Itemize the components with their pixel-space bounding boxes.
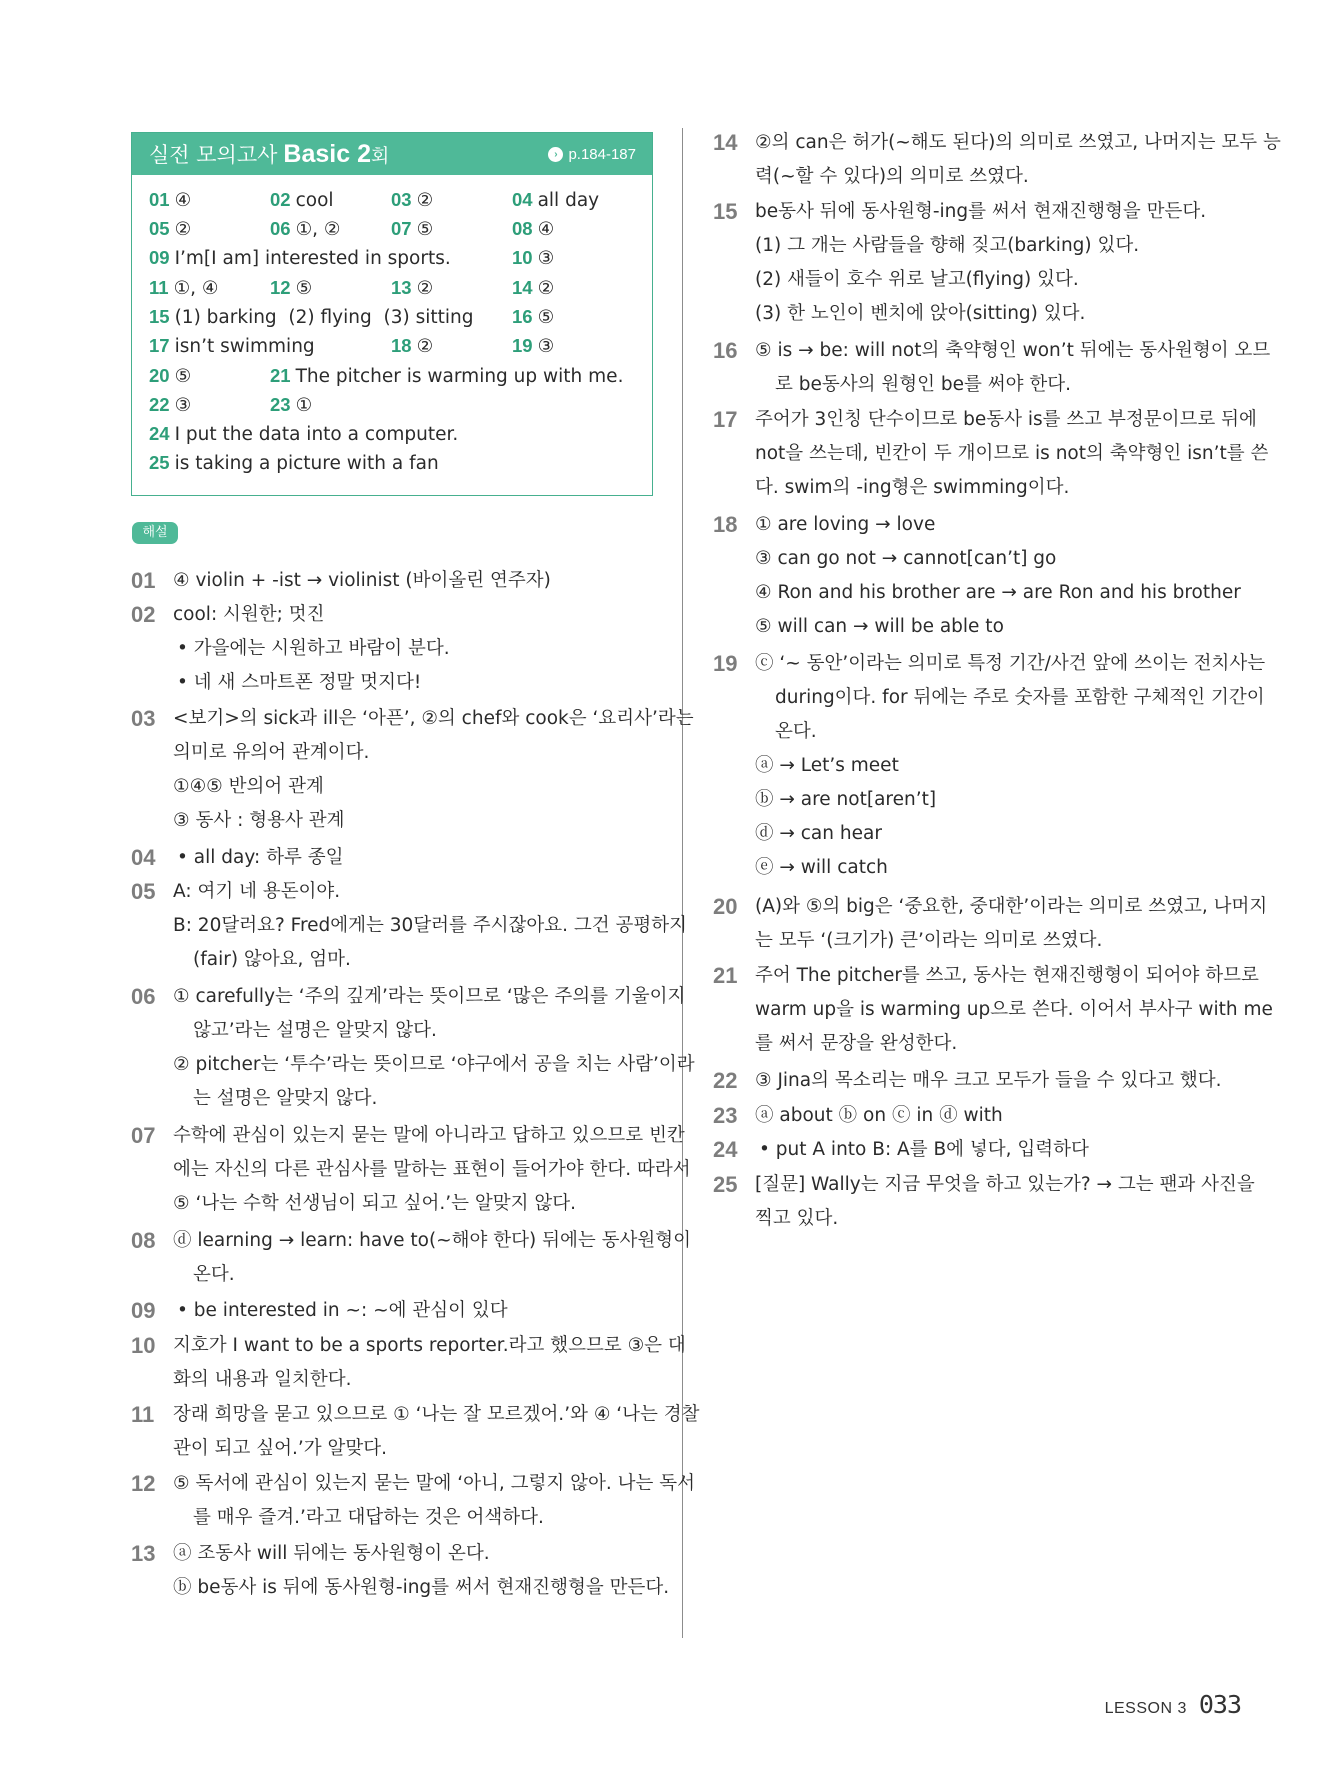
answer-item: 19 ③ [512,335,555,357]
page-number: 033 [1198,1690,1241,1719]
answer-item: 20 ⑤ [149,365,192,387]
explanation-11: 11 장래 희망을 묻고 있으므로 ① ‘나는 잘 모르겠어.’와 ④ ‘나는 경찰 관이 되고 싶어.’가 알맞다. [131,1402,700,1459]
title-prefix: 실전 모의고사 [149,143,278,167]
answer-item: 02 cool [270,189,334,211]
explanation-25: 25 [질문] Wally는 지금 무엇을 하고 있는가? → 그는 팬과 사진을 찍고 있다. [713,1172,1255,1229]
explanation-02: 02 cool: 시원한; 멋진 • 가을에는 시원하고 바람이 분다. • 네 새 스마트폰 정말 멋지다! [131,602,450,693]
explanation-21: 21 주어 The pitcher를 쓰고, 동사는 현재진행형이 되어야 하므로 warm up을 is warming up으로 쓴다. 이어서 부사구 with me 를 써서 문장을 완성한다. [713,963,1273,1054]
explanation-01: 01 ④ violin + -ist → violinist (바이올린 연주자) [131,568,551,593]
explanation-09: 09 • be interested in ~: ~에 관심이 있다 [131,1298,508,1323]
answer-item: 17 isn’t swimming [149,335,315,357]
explanation-15: 15 be동사 뒤에 동사원형-ing를 써서 현재진행형을 만든다. (1) 그 개는 사람들을 향해 짖고(barking) 있다. (2) 새들이 호수 위로 날고(flying) 있다. (3) 한 노인이 벤치에 앉아(sitting) 있다. [713,199,1207,324]
answer-key-header [132,133,652,175]
explanation-tag: 해설 [132,522,178,544]
explanation-22: 22 ③ Jina의 목소리는 매우 크고 모두가 들을 수 있다고 했다. [713,1068,1222,1093]
answer-item: 10 ③ [512,247,555,269]
explanation-18: 18 ① are loving → love ③ can go not → cannot[can’t] go ④ Ron and his brother are → are Ron and his brother ⑤ will can → will be able to [713,512,1241,637]
answer-item: 21 The pitcher is warming up with me. [270,365,624,387]
answer-item: 24 I put the data into a computer. [149,423,459,445]
explanation-24: 24 • put A into B: A를 B에 넣다, 입력하다 [713,1137,1089,1162]
page-reference-text: p.184-187 [568,145,636,163]
explanation-04: 04 • all day: 하루 종일 [131,845,344,870]
answer-key-title [149,139,389,169]
explanation-07: 07 수학에 관심이 있는지 묻는 말에 아니라고 답하고 있으므로 빈칸 에는 자신의 다른 관심사를 말하는 표현이 들어가야 한다. 따라서 ⑤ ‘나는 수학 선생님이 되고 싶어.’는 알맞지 않다. [131,1123,691,1214]
title-suffix: 회 [370,145,390,167]
explanation-16: 16 ⑤ is → be: will not의 축약형인 won’t 뒤에는 동사원형이 오므 로 be동사의 원형인 be를 써야 한다. [713,338,1271,395]
answer-item: 01 ④ [149,189,192,211]
answer-item: 14 ② [512,277,555,299]
answer-item: 12 ⑤ [270,277,313,299]
answer-item: 03 ② [391,189,434,211]
explanation-14: 14 ②의 can은 허가(~해도 된다)의 의미로 쓰였고, 나머지는 모두 능 력(~할 수 있다)의 의미로 쓰였다. [713,130,1281,187]
answer-item: 05 ② [149,218,192,240]
lesson-label: LESSON 3 [1104,1700,1187,1717]
answer-grid [132,175,652,495]
page-reference [548,146,636,163]
explanation-05: 05 A: 여기 네 용돈이야. B: 20달러요? Fred에게는 30달러를 주시잖아요. 그건 공평하지 (fair) 않아요, 엄마. [131,879,688,970]
explanation-06: 06 ① carefully는 ‘주의 깊게’라는 뜻이므로 ‘많은 주의를 기울이지 않고’라는 설명은 알맞지 않다. ② pitcher는 ‘투수’라는 뜻이므로 ‘야구에서 공을 치는 사람’이라 는 설명은 알맞지 않다. [131,984,695,1109]
answer-item: 25 is taking a picture with a fan [149,452,439,474]
explanation-19: 19 ⓒ ‘~ 동안’이라는 의미로 특정 기간/사건 앞에 쓰이는 전치사는 during이다. for 뒤에는 주로 숫자를 포함한 구체적인 기간이 온다. ⓐ → Let’s meet ⓑ → are not[aren’t] ⓓ → can hear ⓔ → will catch [713,651,1266,878]
explanation-20: 20 (A)와 ⑤의 big은 ‘중요한, 중대한’이라는 의미로 쓰였고, 나머지 는 모두 ‘(크기가) 큰’이라는 의미로 쓰였다. [713,894,1268,951]
answer-key-box [131,132,653,496]
answer-item: 16 ⑤ [512,306,555,328]
page-footer [1105,1690,1241,1719]
answer-item: 07 ⑤ [391,218,434,240]
answer-item: 13 ② [391,277,434,299]
title-bold: Basic 2회 [283,140,390,168]
answer-item: 15 (1) barking (2) flying (3) sitting [149,306,474,328]
answer-item: 09 I’m[I am] interested in sports. [149,247,451,269]
answer-item: 11 ①, ④ [149,277,219,299]
explanation-08: 08 ⓓ learning → learn: have to(~해야 한다) 뒤에는 동사원형이 온다. [131,1228,691,1285]
answer-item: 22 ③ [149,394,192,416]
explanation-13: 13 ⓐ 조동사 will 뒤에는 동사원형이 온다. ⓑ be동사 is 뒤에 동사원형-ing를 써서 현재진행형을 만든다. [131,1541,670,1598]
answer-item: 18 ② [391,335,434,357]
answer-item: 04 all day [512,189,600,211]
explanation-17: 17 주어가 3인칭 단수이므로 be동사 is를 쓰고 부정문이므로 뒤에 not을 쓰는데, 빈칸이 두 개이므로 is not의 축약형인 isn’t를 쓴 다. swim의 -ing형은 swimming이다. [713,407,1269,498]
explanation-10: 10 지호가 I want to be a sports reporter.라고 했으므로 ③은 대 화의 내용과 일치한다. [131,1333,686,1390]
explanation-03: 03 <보기>의 sick과 ill은 ‘아픈’, ②의 chef와 cook은 ‘요리사’라는 의미로 유의어 관계이다. ①④⑤ 반의어 관계 ③ 동사 : 형용사 관계 [131,706,694,831]
explanation-12: 12 ⑤ 독서에 관심이 있는지 묻는 말에 ‘아니, 그렇지 않아. 나는 독서 를 매우 즐겨.’라고 대답하는 것은 어색하다. [131,1471,695,1528]
answer-item: 23 ① [270,394,313,416]
answer-item: 08 ④ [512,218,555,240]
explanation-23: 23 ⓐ about ⓑ on ⓒ in ⓓ with [713,1103,1003,1128]
answer-item: 06 ①, ② [270,218,341,240]
chevron-right-icon: › [548,147,563,162]
